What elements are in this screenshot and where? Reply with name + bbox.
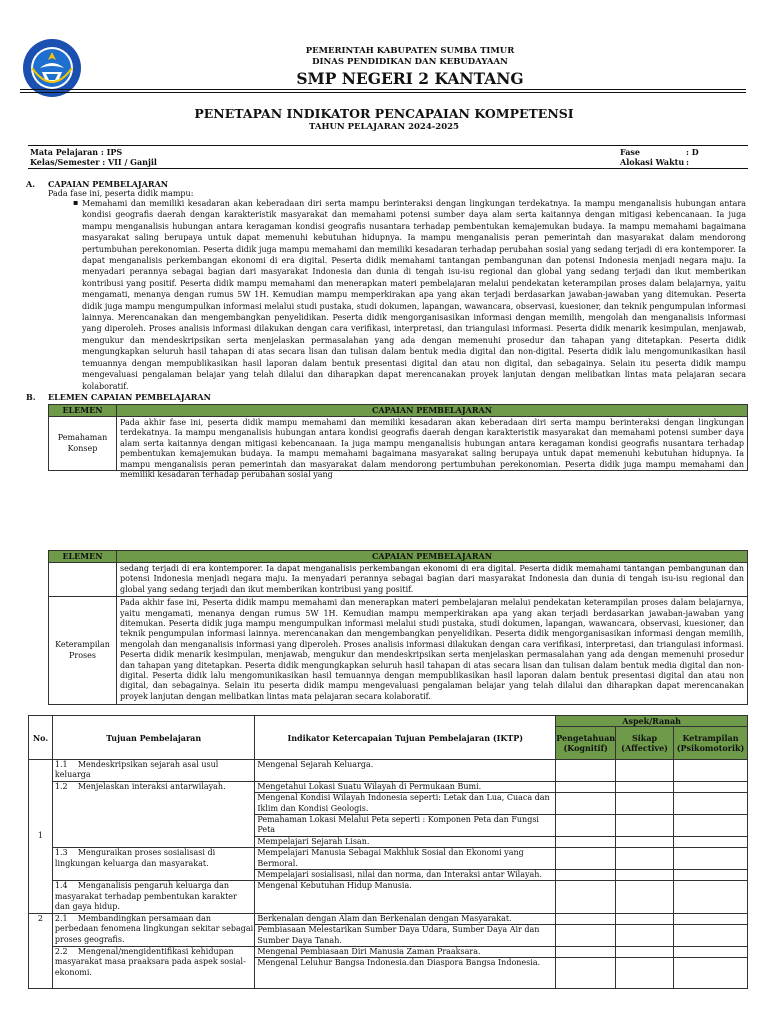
document-subtitle: TAHUN PELAJARAN 2024-2025: [309, 122, 459, 132]
table-row: [29, 760, 748, 782]
header-school-name: SMP NEGERI 2 KANTANG: [296, 69, 524, 88]
elemen-column-header: ELEMEN: [49, 551, 117, 563]
tujuan-column-header: Tujuan Pembelajaran: [52, 716, 254, 760]
meta-divider-top: [28, 145, 748, 146]
capaian-cell: [117, 417, 748, 480]
tp-cell: 2.2 Mengenal/mengidentifikasi kehidupan masyarakat masa praaksara pada aspek sosial-ekonomi.: [52, 946, 254, 988]
psikomotorik-column-header: Ketrampilan (Psikomotorik): [674, 727, 748, 760]
iktp-cell: Mempelajari Manusia Sebagai Makhluk Sosial dan Ekonomi yang Bermoral.: [255, 848, 556, 870]
table-row: [29, 781, 748, 792]
iktp-cell: Pemahaman Lokasi Melalui Peta seperti : Komponen Peta dan Fungsi Peta: [255, 815, 556, 837]
capaian-column-header: CAPAIAN PEMBELAJARAN: [117, 405, 748, 417]
table-row: [29, 946, 748, 957]
bullet-icon: ▪: [73, 198, 79, 207]
capaian-cell: [117, 597, 748, 705]
header-divider-thin: [20, 92, 746, 93]
capaian-cell: [117, 563, 748, 597]
iktp-cell: Mengenal Pembiasaan Diri Manusia Zaman Praaksara.: [255, 946, 556, 957]
meta-class-semester: Kelas/Semester : VII / Ganjil: [30, 157, 157, 167]
meta-divider-bottom: [28, 168, 748, 169]
aspek-column-header: Aspek/Ranah: [556, 716, 748, 727]
elemen-table-1: [48, 404, 748, 480]
section-a-intro: Pada fase ini, peserta didik mampu:: [48, 189, 194, 198]
header-government: PEMERINTAH KABUPATEN SUMBA TIMUR: [305, 46, 515, 56]
tp-cell: 1.1 Mendeskripsikan sejarah asal usul keluarga: [52, 760, 254, 782]
elemen-cell: Keterampilan Proses: [49, 597, 117, 705]
row-number: 1: [29, 760, 53, 914]
iktp-cell: Mengetahui Lokasi Suatu Wilayah di Permukaan Bumi.: [255, 781, 556, 792]
iktp-cell: Berkenalan dengan Alam dan Berkenalan dengan Masyarakat.: [255, 913, 556, 924]
capaian-text: Pada akhir fase ini, Peserta didik mampu memahami dan menerapkan materi pembelajaran melalui pendekatan keterampilan proses dalam belajarnya, yaitu mengamati, menanya dengan rumus 5W 1H. Kemudian mampu memperkirakan apa yang akan terjadi berdasarkan jawaban-jawaban yang ditemukan. Peserta didik juga mampu mengumpulkan informasi melalui studi pustaka, studi dokumen, lapangan, wawancara, observasi, kuesioner, dan teknik pengumpulan informasi lainnya. merencanakan dan mengembangkan penyelidikan. Peserta didik mengorganisasikan informasi dengan memilih, mengolah dan menganalisis informasi yang diperoleh. Proses analisis informasi dilakukan dengan cara verifikasi, interpretasi, dan triangulasi informasi. Peserta didik menarik kesimpulan, menjawab, mengukur dan mendeskripsikan serta menjelaskan permasalahan yang ada dengan memenuhi prosedur dan tahapan yang ditetapkan. Peserta didik mengungkapkan seluruh hasil tahapan di atas secara lisan dan tulisan dalam bentuk media digital dan non-digital. Peserta didik lalu mengomunikasikan hasil temuannya dengan mempublikasikan hasil laporan dalam bentuk presentasi digital dan atau non digital, dan sebagainya. Selain itu peserta didik mampu mengevaluasi pengalaman belajar yang telah dilalui dan diharapkan dapat merencanakan proyek lanjutan dengan melibatkan lintas mata pelajaran secara kolaboratif.: [120, 598, 744, 701]
tp-cell: 1.2 Menjelaskan interaksi antarwilayah.: [52, 781, 254, 847]
section-a-capaian-text: Memahami dan memiliki kesadaran akan keberadaan diri serta mampu berinteraksi dengan lingkungan terdekatnya. Ia mampu menganalisis hubungan antara kondisi geografis daerah dengan karakteristik masyarakat dan memahami potensi sumber daya alam serta kaitannya dengan mitigasi kebencanaan. Ia juga mampu menganalisis hubungan antara keragaman kondisi geografis nusantara terhadap pembentukan kemajemukan budaya. Ia mampu memahami bagaimana masyarakat saling berupaya untuk dapat memenuhi kebutuhan hidupnya. Ia mampu menganalisis peran pemerintah dan masyarakat dalam mendorong pertumbuhan perekonomian. Peserta didik juga mampu memahami dan memiliki kesadaran terhadap perubahan sosial yang sedang terjadi di era kontemporer. Ia dapat menganalisis perkembangan ekonomi di era digital. Peserta didik memahami tantangan pembangunan dan potensi Indonesia menjadi negara maju. Ia menyadari perannya sebagai bagian dari masyarakat Indonesia dan dunia di tengah isu-isu regional dan global yang sedang terjadi dan ikut memberikan kontribusi yang positif. Peserta didik mampu memahami dan menerapkan materi pembelajaran melalui pendekatan keterampilan proses dalam belajarnya, yaitu mengamati, menanya dengan rumus 5W 1H. Kemudian mampu memperkirakan apa yang akan terjadi berdasarkan jawaban-jawaban yang ditemukan. Peserta didik juga mampu mengumpulkan informasi melalui studi pustaka, studi dokumen, lapangan, wawancara, observasi, kuesioner, dan teknik pengumpulan informasi lainnya. Merencanakan dan mengembangkan penyelidikan. Peserta didik mengorganisasikan informasi dengan memilih, mengolah dan menganalisis informasi yang diperoleh. Proses analisis informasi dilakukan dengan cara verifikasi, interpretasi, dan triangulasi informasi. Peserta didik menarik kesimpulan, menjawab, mengukur dan mendeskripsikan serta menjelaskan permasalahan yang ada dengan memenuhi prosedur dan tahapan yang ditetapkan. Peserta didik mengungkapkan seluruh hasil tahapan di atas secara lisan dan tulisan dalam bentuk media digital dan non-digital. Peserta didik lalu mengomunikasikan hasil temuannya dengan mempublikasikan hasil laporan dalam bentuk presentasi digital dan atau non digital, dan sebagainya. Selain itu peserta didik mampu mengevaluasi pengalaman belajar yang telah dilalui dan diharapkan dapat merencanakan proyek lanjutan dengan melibatkan lintas mata pelajaran secara kolaboratif.: [82, 199, 746, 391]
section-b-marker: B.: [26, 392, 36, 402]
tp-cell: 1.3 Menguraikan proses sosialisasi di lingkungan keluarga dan masyarakat.: [52, 848, 254, 881]
iktp-cell: Mempelajari Sejarah Lisan.: [255, 836, 556, 847]
meta-phase-label: Fase: [620, 147, 641, 157]
iktp-cell: Pembiasaan Melestarikan Sumber Daya Udara, Sumber Daya Air dan Sumber Daya Tanah.: [255, 925, 556, 947]
elemen-column-header: ELEMEN: [49, 405, 117, 417]
kognitif-column-header: Pengetahuan (Kognitif): [556, 727, 616, 760]
meta-time-value: :: [686, 157, 689, 167]
capaian-column-header: CAPAIAN PEMBELAJARAN: [117, 551, 748, 563]
document-title: PENETAPAN INDIKATOR PENCAPAIAN KOMPETENSI: [194, 106, 574, 121]
iktp-cell: Mengenal Kondisi Wilayah Indonesia seperti: Letak dan Lua, Cuaca dan Iklim dan Kondisi Geologis.: [255, 793, 556, 815]
meta-time-label: Alokasi Waktu: [620, 157, 685, 167]
iktp-column-header: Indikator Ketercapaian Tujuan Pembelajaran (IKTP): [255, 716, 556, 760]
capaian-text-continued: sedang terjadi di era kontemporer. Ia dapat menganalisis perkembangan ekonomi di era digital. Peserta didik memahami tantangan pembangunan dan potensi Indonesia menjadi negara maju. Ia menyadari perannya sebagai bagian dari masyarakat Indonesia dan dunia di tengah isu-isu regional dan global yang sedang terjadi dan ikut memberikan kontribusi yang positif.: [120, 564, 744, 594]
iktp-cell: Mengenal Sejarah Keluarga.: [255, 760, 556, 782]
capaian-text: Pada akhir fase ini, peserta didik mampu memahami dan memiliki kesadaran akan keberadaan diri serta mampu berinteraksi dengan lingkungan terdekatnya. Ia mampu menganalisis hubungan antara kondisi geografis daerah dengan karakteristik masyarakat dan memahami potensi sumber daya alam serta kaitannya dengan mitigasi kebencanaan. Ia juga mampu menganalisis hubungan antara keragaman kondisi geografis nusantara terhadap pembentukan kemajemukan budaya. Ia mampu memahami bagaimana masyarakat saling berupaya untuk dapat memenuhi kebutuhan hidupnya. Ia mampu menganalisis peran pemerintah dan masyarakat dalam mendorong pertumbuhan perekonomian. Peserta didik juga mampu memahami dan memiliki kesadaran terhadap perubahan sosial yang: [120, 418, 744, 480]
iktp-cell: Mengenal Kebutuhan Hidup Manusia.: [255, 881, 556, 913]
iktp-cell: Mengenal Leluhur Bangsa Indonesia.dan Diaspora Bangsa Indonesia.: [255, 958, 556, 989]
elemen-table-2: [48, 550, 748, 705]
section-a-title: CAPAIAN PEMBELAJARAN: [48, 179, 169, 189]
section-b-title: ELEMEN CAPAIAN PEMBELAJARAN: [48, 392, 211, 402]
elemen-cell-continued: [49, 563, 117, 597]
section-a-marker: A.: [26, 179, 35, 189]
header-divider: [20, 89, 746, 90]
no-column-header: No.: [29, 716, 53, 760]
meta-phase-value: : D: [686, 147, 699, 157]
elemen-cell: Pemahaman Konsep: [49, 417, 117, 471]
table-row: [29, 913, 748, 924]
table-row: [29, 881, 748, 913]
table-row: [29, 848, 748, 870]
row-number: 2: [29, 913, 53, 989]
iktp-table: [28, 715, 748, 989]
meta-subject: Mata Pelajaran : IPS: [30, 147, 123, 157]
tp-cell: 2.1 Membandingkan persamaan dan perbedaan fenomena lingkungan sekitar sebagai proses geografis.: [52, 913, 254, 946]
header-department: DINAS PENDIDIKAN DAN KEBUDAYAAN: [312, 57, 508, 67]
afektif-column-header: Sikap (Affective): [616, 727, 674, 760]
iktp-cell: Mempelajari sosialisasi, nilai dan norma, dan Interaksi antar Wilayah.: [255, 870, 556, 881]
tp-cell: 1.4 Menganalisis pengaruh keluarga dan masyarakat terhadap pembentukan karakter dan gaya hidup.: [52, 881, 254, 913]
